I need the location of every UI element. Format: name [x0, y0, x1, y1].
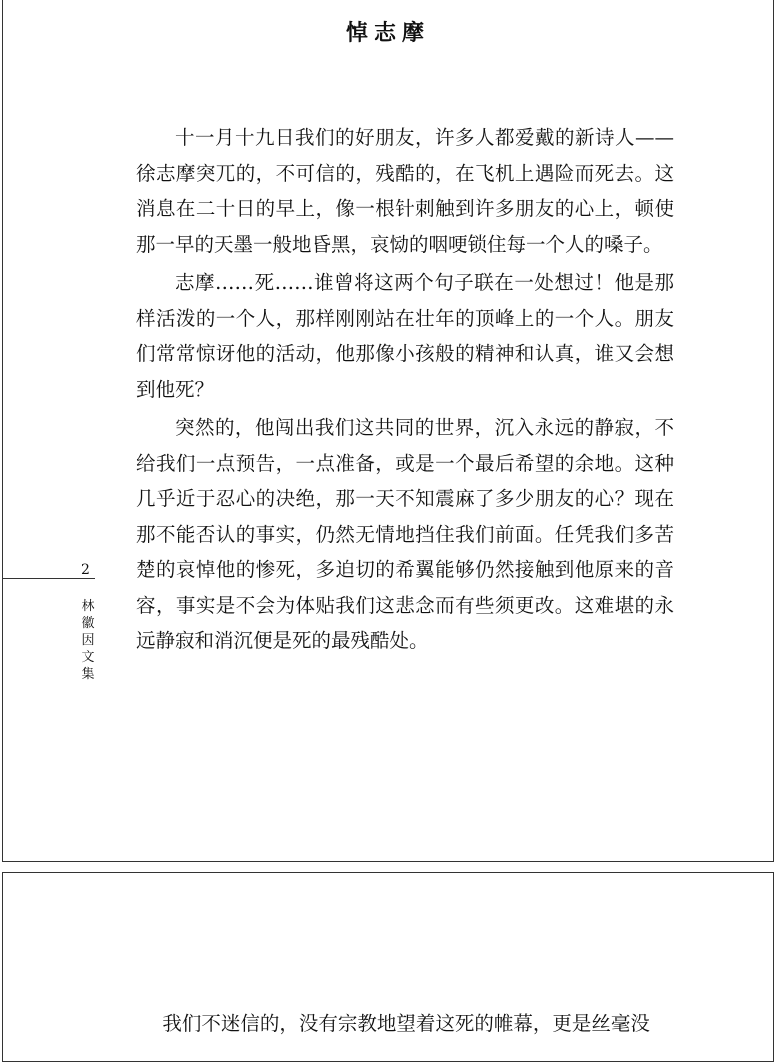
essay-body-continued [136, 1006, 674, 1042]
running-book-title: 林徽因文集 [81, 599, 95, 682]
essay-title: 悼志摩 [345, 21, 430, 46]
folio-rule [3, 578, 95, 579]
paragraph-1: 十一月十九日我们的好朋友，许多人都爱戴的新诗人——徐志摩突兀的，不可信的，残酷的，在飞机上遇险而死去。这消息在二十日的早上，像一根针刺触到许多朋友的心上，顿使那一早的天墨一般地昏黑，哀恸的咽哽锁住每一个人的嗓子。 [136, 126, 674, 256]
paragraph-2: 志摩……死……谁曾将这两个句子联在一处想过！他是那样活泼的一个人，那样刚刚站在壮年的顶峰上的一个人。朋友们常常惊讶他的活动，他那像小孩般的精神和认真，谁又会想到他死？ [136, 271, 674, 401]
essay-body [136, 120, 674, 659]
paragraph-4-start: 我们不迷信的，没有宗教地望着这死的帷幕，更是丝毫没 [162, 1012, 650, 1035]
page-number: 2 [81, 562, 90, 578]
paragraph-3: 突然的，他闯出我们这共同的世界，沉入永远的静寂，不给我们一点预告，一点准备，或是一个最后希望的余地。这种几乎近于忍心的决绝，那一天不知震麻了多少朋友的心？现在那不能否认的事实，仍然无情地挡住我们前面。任凭我们多苦楚的哀悼他的惨死，多迫切的希翼能够仍然接触到他原来的音容，事实是不会为体贴我们这悲念而有些须更改。这难堪的永远静寂和消沉便是死的最残酷处。 [136, 416, 674, 652]
book-page-1 [2, 0, 774, 862]
book-page-2 [2, 872, 774, 1062]
